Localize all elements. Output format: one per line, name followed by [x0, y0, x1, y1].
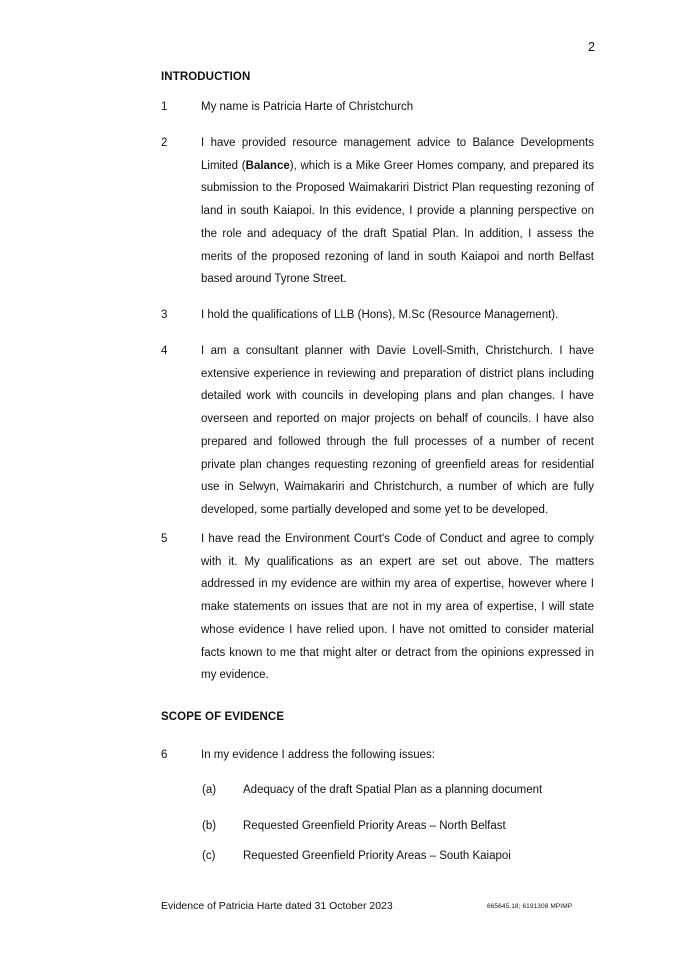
paragraph-text: I am a consultant planner with Davie Lovell-Smith, Christchurch. I have extensive experience in reviewing and preparation of district plans including detailed work with councils in developing plans and plan changes. I have overseen and reported on major projects on behalf of councils. I have also prepared and followed through the full processes of a number of recent private plan changes requesting rezoning of greenfield areas for residential use in Selwyn, Waimakariri and Christchurch, a number of which are fully developed, some partially developed and some yet to be developed. — [201, 345, 594, 516]
paragraph-number: 6 — [161, 749, 168, 761]
issue-text: Requested Greenfield Priority Areas – North Belfast — [243, 820, 506, 832]
paragraph-1 — [161, 96, 594, 119]
footer-reference: 665645.18; 6191308 MPIMP — [487, 903, 573, 910]
footer-document-title: Evidence of Patricia Harte dated 31 October 2023 — [161, 900, 393, 912]
issue-text: Requested Greenfield Priority Areas – South Kaiapoi — [243, 850, 511, 862]
paragraph-text: I have read the Environment Court's Code of Conduct and agree to comply with it. My qualifications as an expert are set out above. The matters addressed in my evidence are within my area of expertise, however where I make statements on issues that are not in my area of expertise, I will state whose evidence I have relied upon. I have not omitted to consider material facts known to me that might alter or detract from the opinions expressed in my evidence. — [201, 533, 594, 682]
paragraph-5 — [161, 528, 594, 687]
paragraph-number: 1 — [161, 101, 168, 113]
paragraph-3 — [161, 304, 594, 327]
paragraph-text: My name is Patricia Harte of Christchurch — [201, 101, 414, 113]
paragraph-number: 4 — [161, 345, 168, 357]
paragraph-number: 5 — [161, 533, 168, 545]
paragraph-text-part: ), which is a Mike Greer Homes company, and prepared its submission to the Proposed Waimakariri District Plan requesting rezoning of land in south Kaiapoi. In this evidence, I provide a planning perspective on the role and adequacy of the draft Spatial Plan. In addition, I assess the merits of the proposed rezoning of land in south Kaiapoi and north Belfast based around Tyrone Street. — [201, 159, 594, 286]
paragraph-text: I hold the qualifications of LLB (Hons), M.Sc (Resource Management). — [201, 309, 559, 321]
issue-letter: (a) — [202, 784, 217, 796]
paragraph-6 — [161, 744, 594, 767]
paragraph-4 — [161, 340, 594, 522]
issue-letter: (c) — [202, 850, 216, 862]
introduction-heading: INTRODUCTION — [161, 71, 251, 83]
page-number: 2 — [588, 40, 595, 54]
paragraph-text — [201, 132, 594, 291]
paragraph-number: 2 — [161, 137, 168, 149]
issue-text: Adequacy of the draft Spatial Plan as a planning document — [243, 784, 543, 796]
paragraph-2 — [161, 132, 594, 291]
paragraph-number: 3 — [161, 309, 168, 321]
scope-heading: SCOPE OF EVIDENCE — [161, 711, 285, 723]
defined-term: Balance — [245, 159, 290, 172]
paragraph-text: In my evidence I address the following issues: — [201, 749, 435, 761]
issue-letter: (b) — [202, 820, 217, 832]
paragraph-text-part: I have provided resource management advice to Balance Developments Limited ( — [201, 137, 594, 172]
